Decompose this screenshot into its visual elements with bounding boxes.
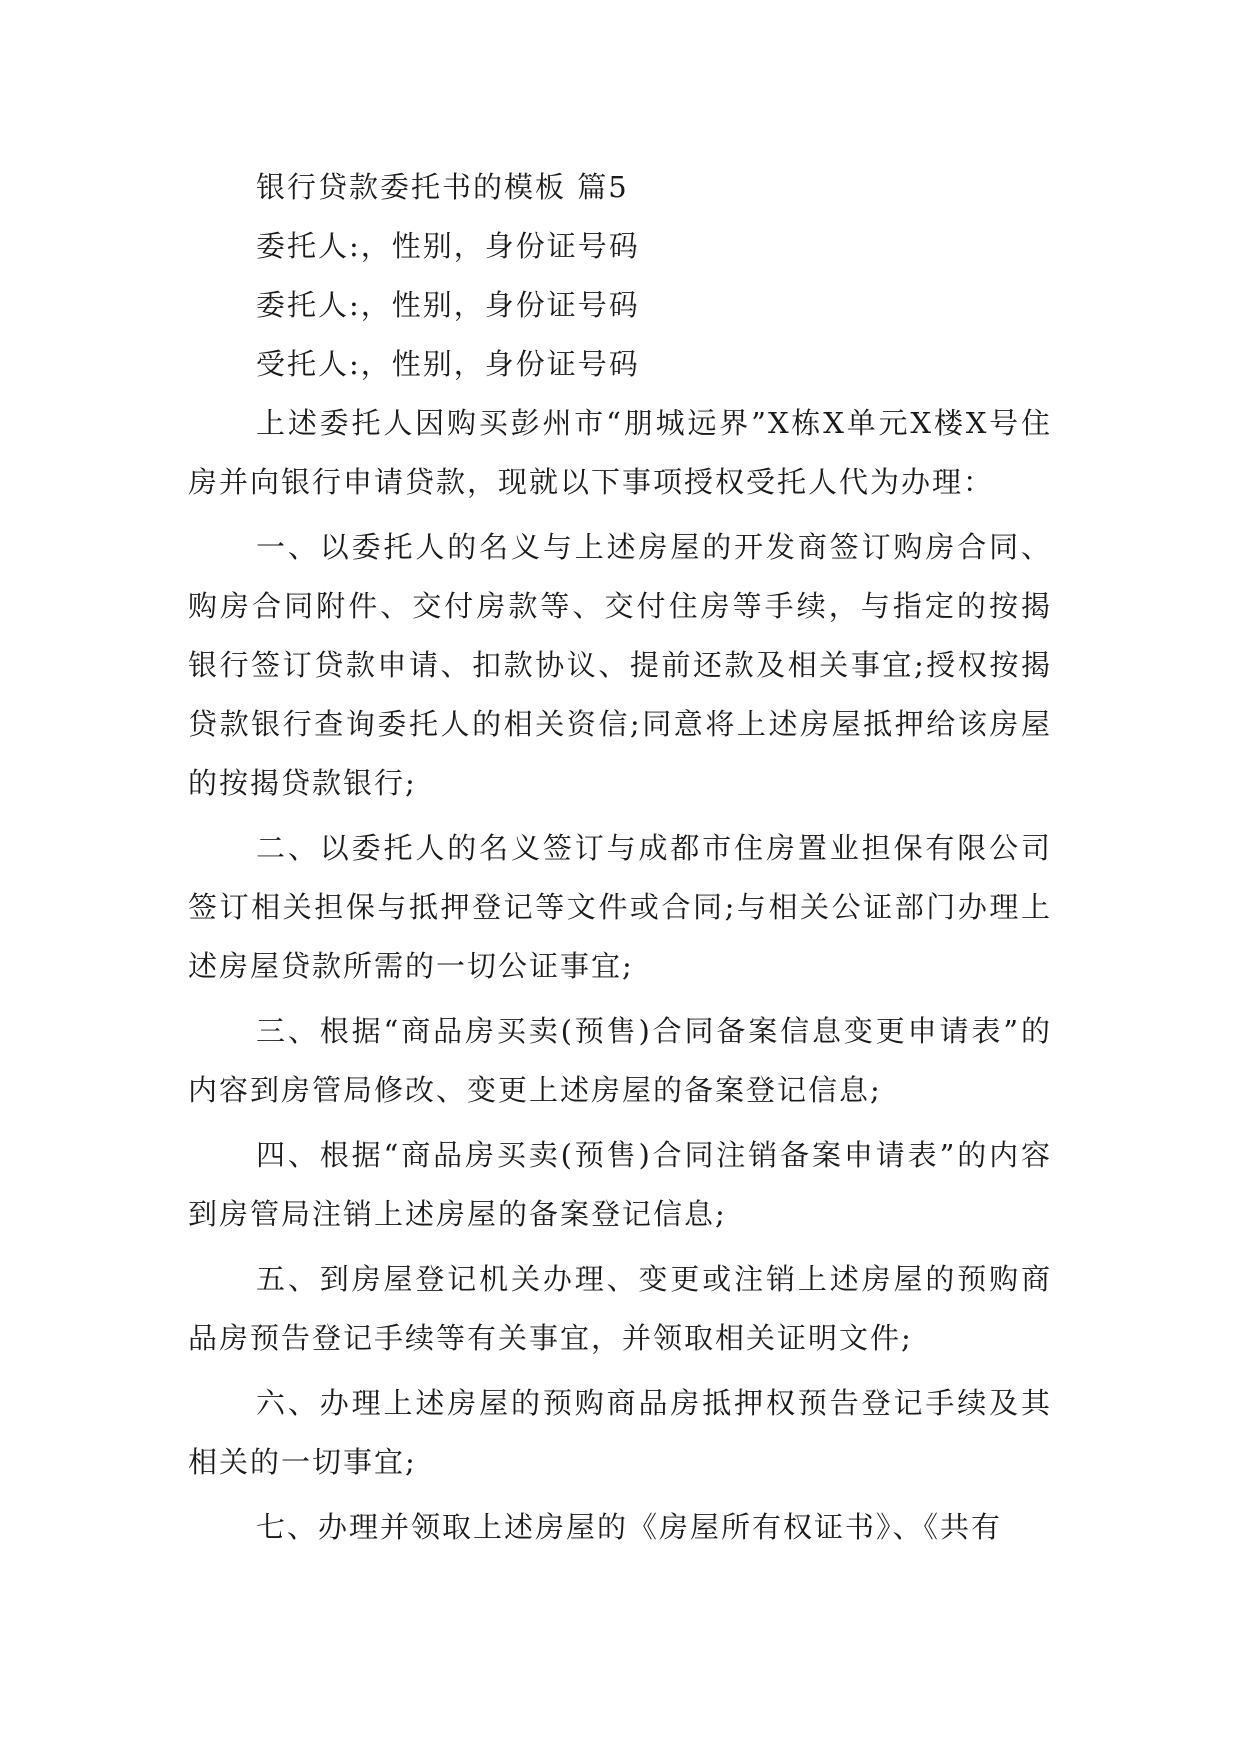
item-6-paragraph: 六、办理上述房屋的预购商品房抵押权预告登记手续及其相关的一切事宜;: [188, 1386, 1052, 1479]
document-body: [188, 158, 1052, 1563]
agent-line: 受托人:，性别，身份证号码: [256, 347, 640, 381]
item-2-paragraph: 二、以委托人的名义签订与成都市住房置业担保有限公司签订相关担保与抵押登记等文件或合同;与相关公证部门办理上述房屋贷款所需的一切公证事宜;: [188, 831, 1052, 983]
principal-line-2: 委托人:，性别，身份证号码: [256, 288, 640, 322]
item-4-paragraph: 四、根据“商品房买卖(预售)合同注销备案申请表”的内容到房管局注销上述房屋的备案登记信息;: [188, 1138, 1052, 1231]
item-5-paragraph: 五、到房屋登记机关办理、变更或注销上述房屋的预购商品房预告登记手续等有关事宜，并领取相关证明文件;: [188, 1262, 1052, 1355]
principal-line-1: 委托人:，性别，身份证号码: [256, 229, 640, 263]
item-3-paragraph: 三、根据“商品房买卖(预售)合同备案信息变更申请表”的内容到房管局修改、变更上述房屋的备案登记信息;: [188, 1014, 1052, 1107]
document-title: 银行贷款委托书的模板 篇5: [256, 170, 629, 204]
item-1-paragraph: 一、以委托人的名义与上述房屋的开发商签订购房合同、购房合同附件、交付房款等、交付住房等手续，与指定的按揭银行签订贷款申请、扣款协议、提前还款及相关事宜;授权按揭贷款银行查询委托人的相关资信;同意将上述房屋抵押给该房屋的按揭贷款银行;: [188, 530, 1052, 800]
intro-paragraph: 上述委托人因购买彭州市“朋城远界”X栋X单元X楼X号住房并向银行申请贷款，现就以下事项授权受托人代为办理：: [188, 406, 1052, 499]
item-7-paragraph: 七、办理并领取上述房屋的《房屋所有权证书》、《共有: [256, 1510, 1003, 1544]
